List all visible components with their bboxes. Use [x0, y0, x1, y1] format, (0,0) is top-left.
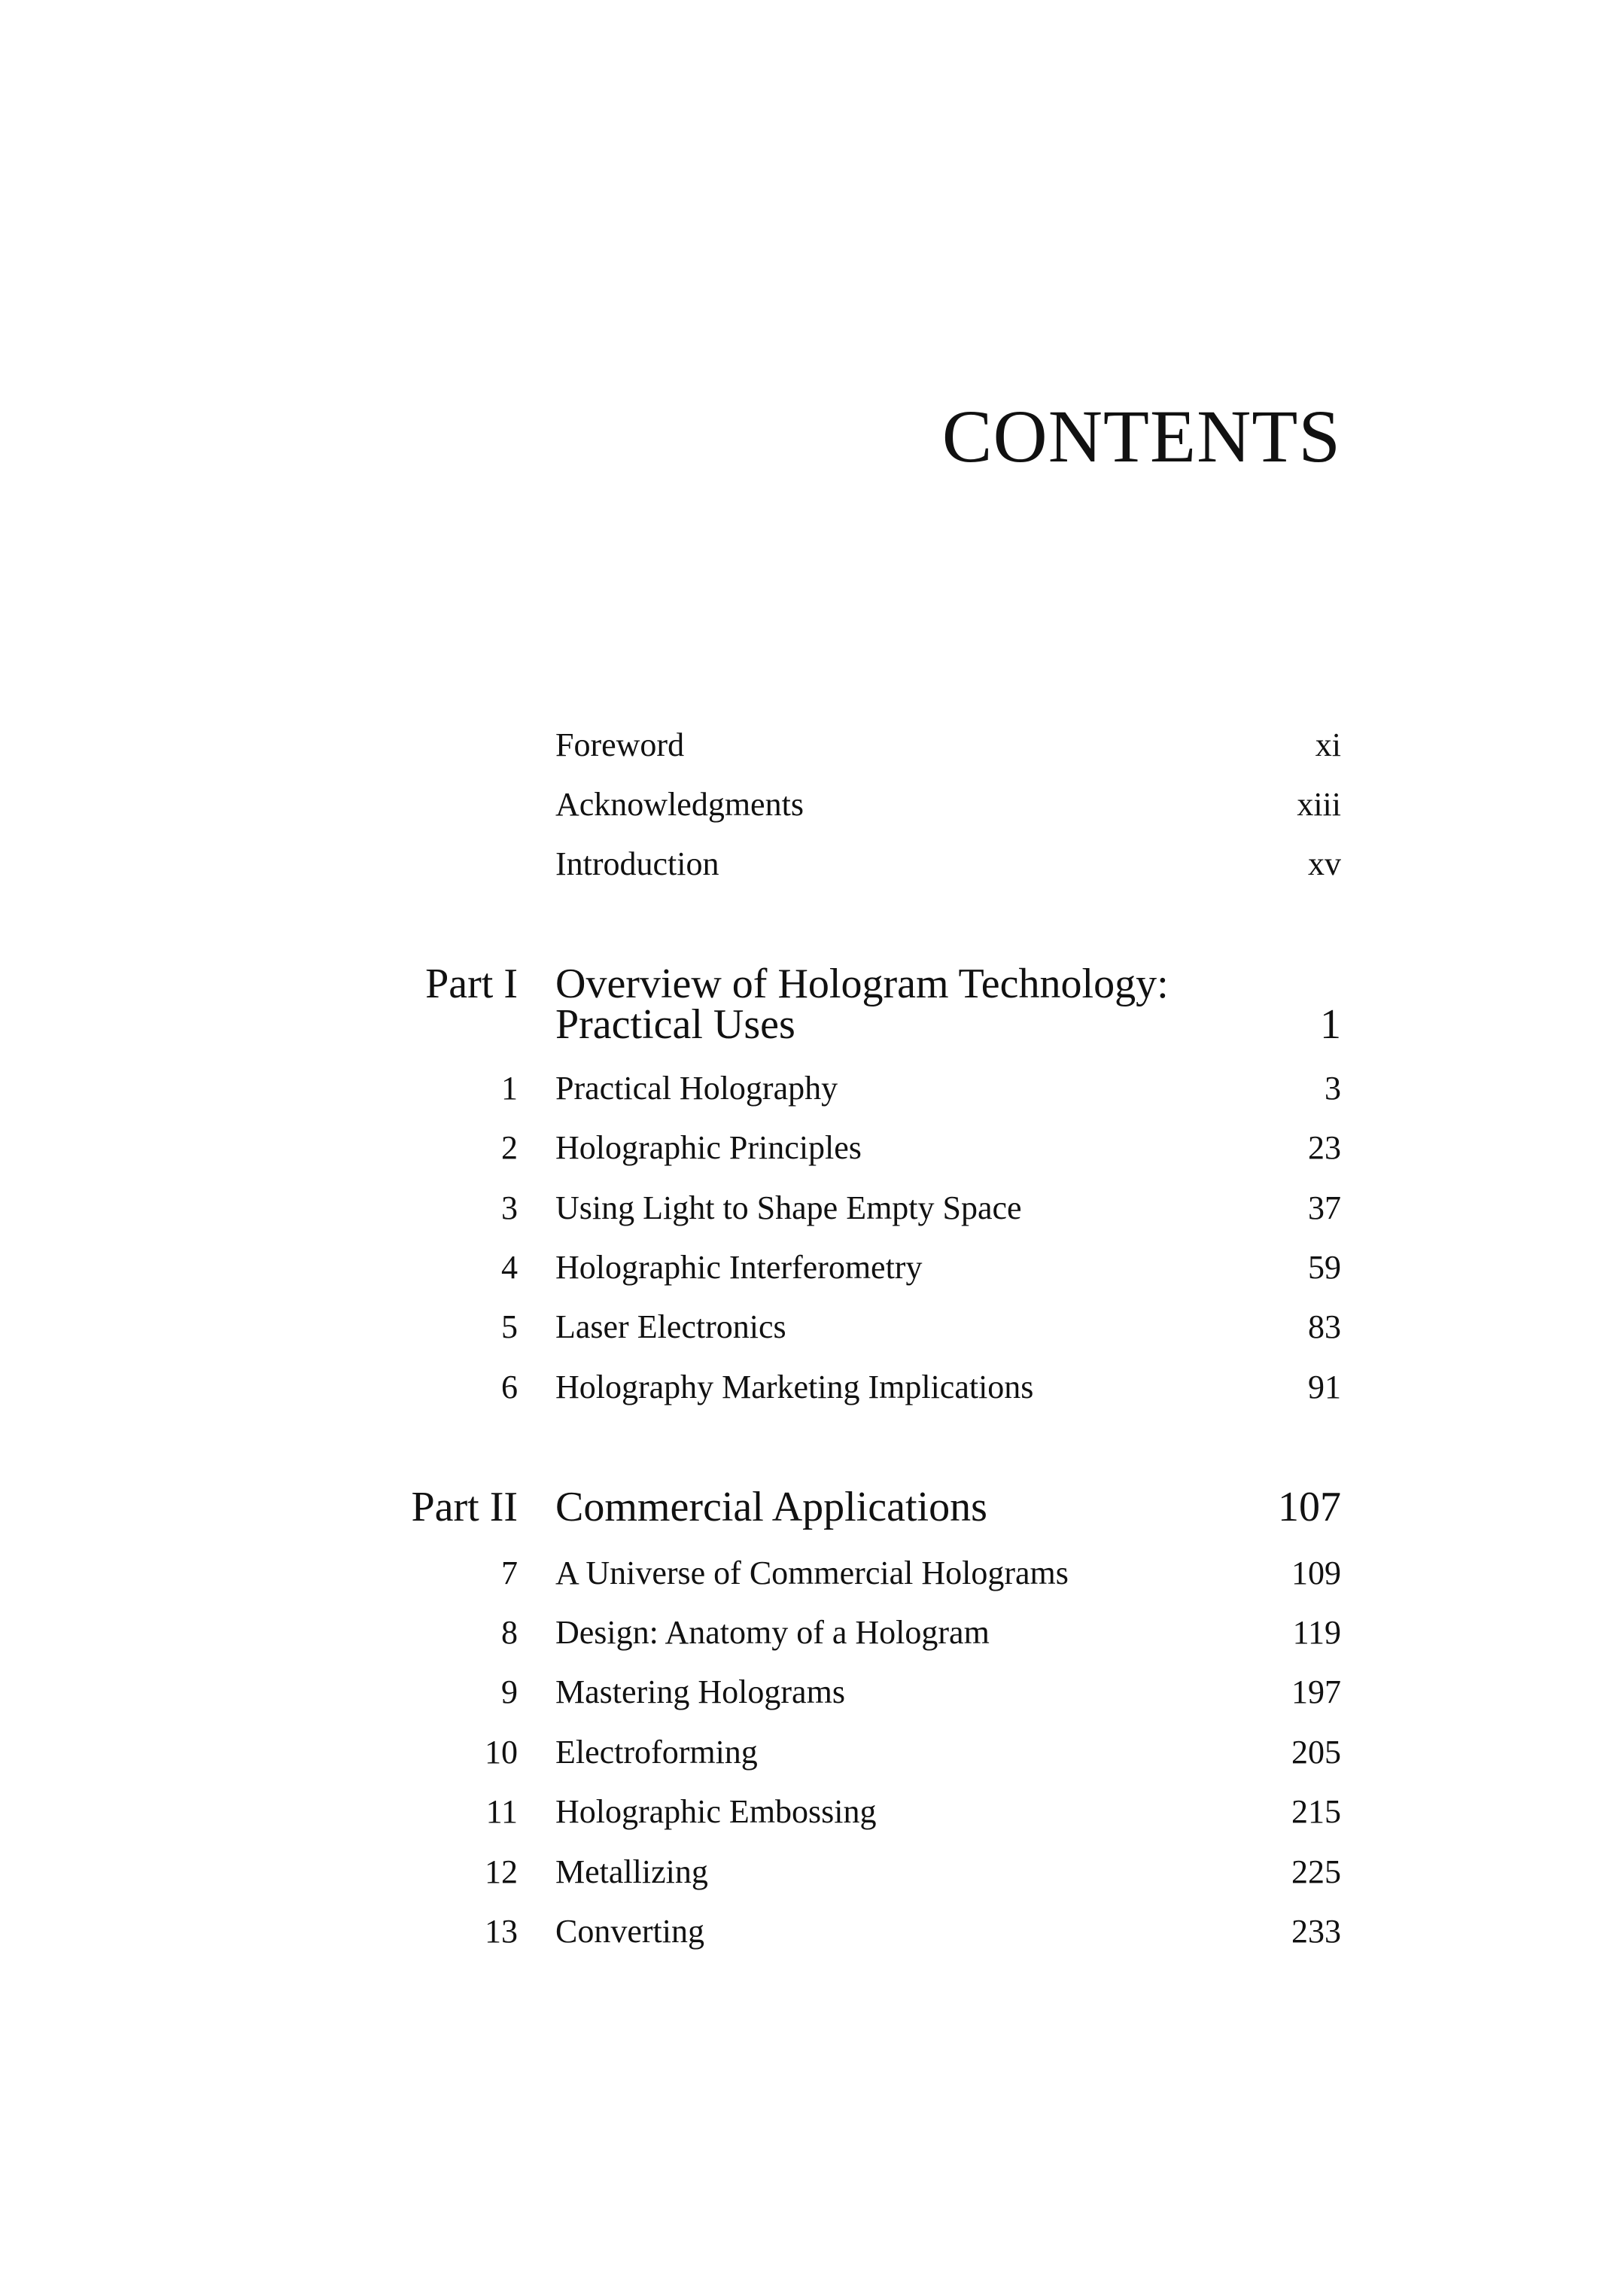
chapter-number: 8	[501, 1614, 518, 1651]
chapter-title: Converting	[555, 1913, 704, 1950]
chapter-page: 91	[1308, 1369, 1341, 1405]
chapter-number: 4	[501, 1249, 518, 1286]
part-label: Part II	[411, 1484, 518, 1530]
chapter-number: 11	[485, 1793, 518, 1830]
chapter-page: 37	[1308, 1189, 1341, 1226]
chapter-title: Holographic Principles	[555, 1129, 862, 1166]
part-page: 1	[1320, 1001, 1341, 1048]
entry-page: xiii	[1297, 786, 1341, 823]
chapter-page: 83	[1308, 1308, 1341, 1345]
chapter-number: 7	[501, 1555, 518, 1591]
chapter-number: 5	[501, 1308, 518, 1345]
chapter-number: 10	[485, 1734, 518, 1771]
chapter-page: 205	[1291, 1734, 1341, 1771]
chapter-title: Mastering Holograms	[555, 1673, 845, 1710]
chapter-number: 9	[501, 1673, 518, 1710]
chapter-title: Metallizing	[555, 1853, 708, 1890]
chapter-number: 12	[485, 1853, 518, 1890]
entry-title: Acknowledgments	[555, 786, 804, 823]
chapter-number: 13	[485, 1913, 518, 1950]
chapter-page: 59	[1308, 1249, 1341, 1286]
part-label: Part I	[425, 961, 518, 1007]
chapter-page: 23	[1308, 1129, 1341, 1166]
chapter-title: Electroforming	[555, 1734, 758, 1771]
chapter-title: Holographic Embossing	[555, 1793, 877, 1830]
part-title-line2: Practical Uses	[555, 1001, 795, 1048]
entry-title: Foreword	[555, 726, 685, 763]
chapter-title: Design: Anatomy of a Hologram	[555, 1614, 990, 1651]
entry-page: xi	[1315, 726, 1341, 763]
chapter-page: 3	[1325, 1070, 1341, 1107]
chapter-title: Laser Electronics	[555, 1308, 786, 1345]
chapter-page: 119	[1292, 1614, 1341, 1651]
chapter-title: Holography Marketing Implications	[555, 1369, 1034, 1405]
chapter-number: 1	[501, 1070, 518, 1107]
chapter-page: 197	[1291, 1673, 1341, 1710]
chapter-title: Holographic Interferometry	[555, 1249, 923, 1286]
part-title-line1: Commercial Applications	[555, 1484, 987, 1530]
entry-page: xv	[1308, 845, 1341, 882]
chapter-page: 233	[1291, 1913, 1341, 1950]
part-title-line1: Overview of Hologram Technology:	[555, 961, 1169, 1007]
chapter-page: 109	[1291, 1555, 1341, 1591]
chapter-title: Practical Holography	[555, 1070, 838, 1107]
chapter-page: 215	[1291, 1793, 1341, 1830]
chapter-title: A Universe of Commercial Holograms	[555, 1555, 1069, 1591]
chapter-number: 3	[501, 1189, 518, 1226]
part-page: 107	[1278, 1484, 1341, 1530]
page-title: CONTENTS	[941, 394, 1341, 478]
chapter-title: Using Light to Shape Empty Space	[555, 1189, 1022, 1226]
chapter-number: 2	[501, 1129, 518, 1166]
chapter-number: 6	[501, 1369, 518, 1405]
chapter-page: 225	[1291, 1853, 1341, 1890]
entry-title: Introduction	[555, 845, 719, 882]
